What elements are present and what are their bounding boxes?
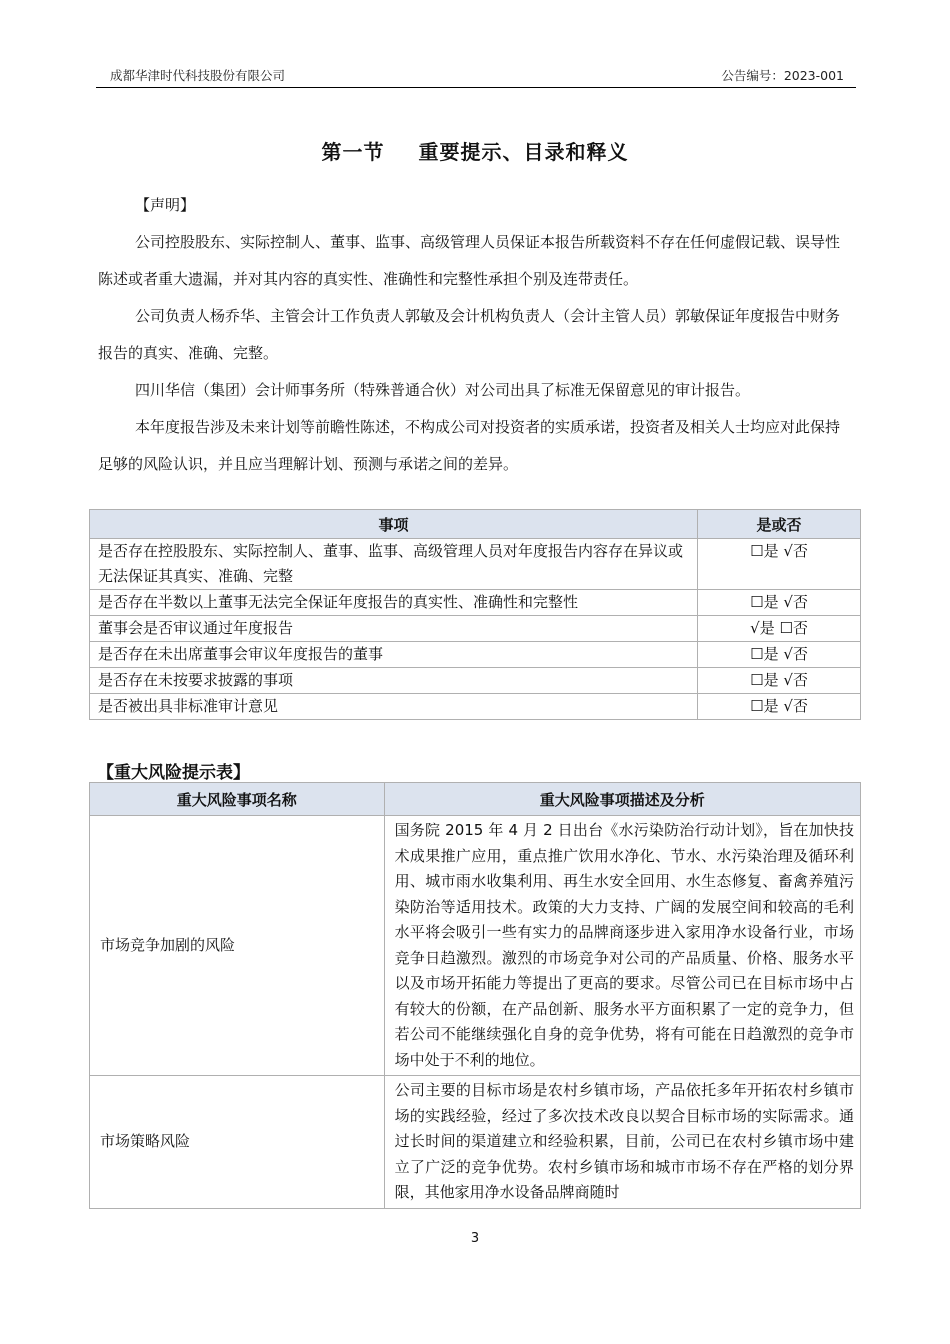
title-name: 重要提示、目录和释义 xyxy=(418,140,629,164)
risk-description: 国务院 2015 年 4 月 2 日出台《水污染防治行动计划》，旨在加快技术成果推广应用，重点推广饮用水净化、节水、水污染治理及循环利用、城市雨水收集利用、再生水安全回用、水生态修复、畜禽养殖污染防治等适用技术。政策的大力支持、广阔的发展空间和较高的毛利水平将会吸引一些有实力的品牌商逐步进入家用净水设备行业，市场竞争日趋激烈。激烈的市场竞争对公司的产品质量、价格、服务水平以及市场开拓能力等提出了更高的要求。尽管公司已在目标市场中占有较大的份额，在产品创新、服务水平方面积累了一定的竞争力，但若公司不能继续强化自身的竞争优势，将有可能在日趋激烈的竞争市场中处于不利的地位。 xyxy=(384,816,860,1076)
matter-answer: ☐是 √否 xyxy=(698,539,861,590)
risk-section-heading: 【重大风险提示表】 xyxy=(97,763,250,783)
matters-header-row xyxy=(90,510,861,539)
statement-paragraph-2: 公司负责人杨乔华、主管会计工作负责人郭敏及会计机构负责人（会计主管人员）郭敏保证年度报告中财务报告的真实、准确、完整。 xyxy=(98,307,841,362)
matters-header-item: 事项 xyxy=(90,510,698,539)
risk-name: 市场竞争加剧的风险 xyxy=(90,816,385,1076)
statement-paragraph-3: 四川华信（集团）会计师事务所（特殊普通合伙）对公司出具了标准无保留意见的审计报告。 xyxy=(135,381,751,399)
title-section: 第一节 xyxy=(321,140,385,164)
risk-header-name: 重大风险事项名称 xyxy=(90,783,385,816)
table-row xyxy=(90,816,861,1076)
table-row xyxy=(90,616,861,642)
statement-label-line xyxy=(98,187,854,224)
matter-answer: √是 ☐否 xyxy=(698,616,861,642)
matter-item: 是否存在未按要求披露的事项 xyxy=(90,668,698,694)
table-row xyxy=(90,694,861,720)
matter-item: 董事会是否审议通过年度报告 xyxy=(90,616,698,642)
matter-answer: ☐是 √否 xyxy=(698,642,861,668)
statement-label: 【声明】 xyxy=(135,196,196,214)
risk-table xyxy=(89,782,861,1209)
statement-paragraph-1: 公司控股股东、实际控制人、董事、监事、高级管理人员保证本报告所载资料不存在任何虚假记载、误导性陈述或者重大遗漏，并对其内容的真实性、准确性和完整性承担个别及连带责任。 xyxy=(98,233,841,288)
table-row xyxy=(90,668,861,694)
matters-header-answer: 是或否 xyxy=(698,510,861,539)
matter-item: 是否存在控股股东、实际控制人、董事、监事、高级管理人员对年度报告内容存在异议或无法保证其真实、准确、完整 xyxy=(90,539,698,590)
table-row xyxy=(90,642,861,668)
matter-item: 是否被出具非标准审计意见 xyxy=(90,694,698,720)
risk-description: 公司主要的目标市场是农村乡镇市场，产品依托多年开拓农村乡镇市场的实践经验，经过了多次技术改良以契合目标市场的实际需求。通过长时间的渠道建立和经验积累，目前，公司已在农村乡镇市场中建立了广泛的竞争优势。农村乡镇市场和城市市场不存在严格的划分界限，其他家用净水设备品牌商随时 xyxy=(384,1076,860,1209)
statement-paragraph-4: 本年度报告涉及未来计划等前瞻性陈述，不构成公司对投资者的实质承诺，投资者及相关人士均应对此保持足够的风险认识，并且应当理解计划、预测与承诺之间的差异。 xyxy=(98,418,841,473)
table-row xyxy=(90,590,861,616)
risk-name: 市场策略风险 xyxy=(90,1076,385,1209)
page-title xyxy=(0,136,950,165)
header-rule xyxy=(96,87,856,88)
page-number: 3 xyxy=(470,1231,480,1246)
table-row xyxy=(90,539,861,590)
matter-item: 是否存在半数以上董事无法完全保证年度报告的真实性、准确性和完整性 xyxy=(90,590,698,616)
matters-table xyxy=(89,509,861,720)
header-notice-number: 公告编号：2023-001 xyxy=(721,68,844,83)
header-company: 成都华津时代科技股份有限公司 xyxy=(110,68,286,83)
matter-answer: ☐是 √否 xyxy=(698,590,861,616)
matter-item: 是否存在未出席董事会审议年度报告的董事 xyxy=(90,642,698,668)
risk-header-row xyxy=(90,783,861,816)
table-row xyxy=(90,1076,861,1209)
matter-answer: ☐是 √否 xyxy=(698,694,861,720)
matter-answer: ☐是 √否 xyxy=(698,668,861,694)
risk-header-desc: 重大风险事项描述及分析 xyxy=(384,783,860,816)
